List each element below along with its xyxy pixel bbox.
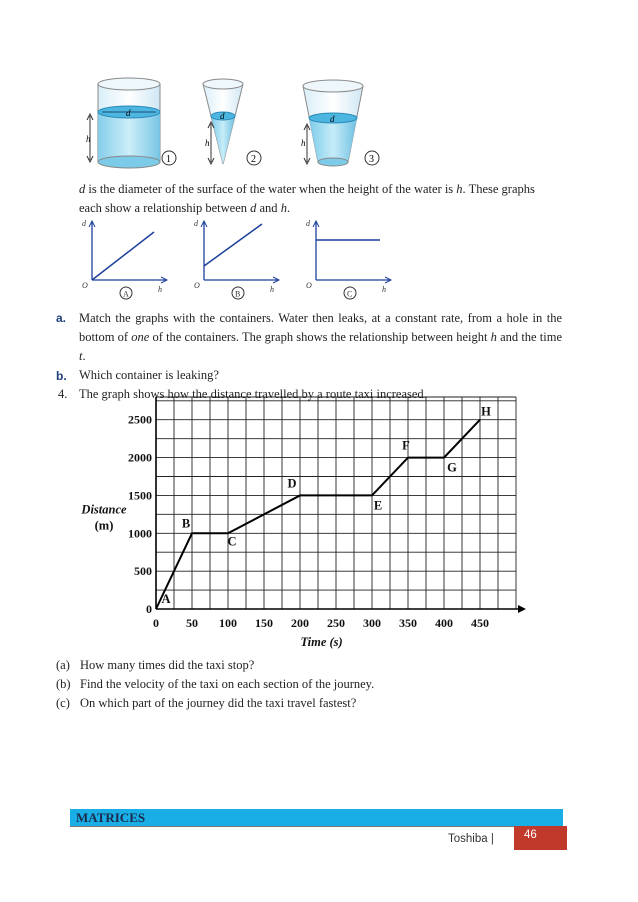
small-graph-B (194, 219, 279, 299)
distance-time-chart (70, 392, 530, 652)
intro-text: and (256, 201, 281, 215)
y-axis-label: d (306, 219, 310, 228)
y-tick-label: 2500 (128, 412, 152, 427)
point-label-F: F (402, 438, 410, 453)
x-tick-label: 200 (291, 616, 309, 630)
sub-question-b (56, 675, 374, 694)
sub-question-label: (b) (56, 677, 71, 691)
footer-brand: Toshiba | (448, 833, 494, 845)
y-tick-label: 500 (134, 564, 152, 579)
banner-rule (70, 826, 563, 827)
point-label-C: C (227, 534, 237, 549)
y-axis-title: Distance (81, 502, 127, 517)
small-graph-C (306, 219, 391, 299)
container-2-d-label: d (220, 111, 225, 121)
x-axis-label: h (270, 285, 274, 294)
question-a-label: a. (56, 311, 67, 325)
sub-question-text: On which part of the journey did the taxi travel fastest? (80, 696, 357, 710)
point-label-H: H (481, 404, 491, 419)
x-axis-label: h (382, 285, 386, 294)
y-axis-label: d (194, 219, 198, 228)
question-a-var-t: t (79, 349, 83, 363)
x-tick-label: 150 (255, 616, 273, 630)
container-2-number: 2 (251, 154, 256, 165)
y-tick-label: 0 (146, 602, 152, 616)
container-2-h-label: h (205, 138, 210, 148)
y-axis-unit: (m) (94, 518, 114, 533)
sub-questions (56, 656, 374, 713)
question-4-text: The graph shows how the distance travelled by a route taxi increased. (79, 387, 427, 401)
point-label-A: A (161, 592, 171, 606)
container-3-number: 3 (369, 154, 374, 165)
section-banner-title: MATRICES (76, 810, 146, 825)
section-banner (70, 809, 563, 826)
graph-letter: B (235, 289, 241, 299)
x-axis-label: h (158, 285, 162, 294)
question-b-label: b. (56, 369, 67, 383)
sub-question-label: (a) (56, 658, 70, 672)
sub-question-text: Find the velocity of the taxi on each section of the journey. (80, 677, 375, 691)
x-tick-label: 450 (471, 616, 489, 630)
x-tick-label: 400 (435, 616, 453, 630)
chart-grid (156, 397, 516, 609)
footer-page-number (514, 826, 567, 850)
containers-illustration (80, 72, 400, 172)
y-tick-label: 1000 (128, 526, 152, 541)
intro-line-1 (79, 180, 535, 199)
container-1-number: 1 (166, 154, 171, 165)
intro-text: each show a relationship between (79, 201, 251, 215)
x-axis-arrow (518, 605, 526, 613)
question-a-text (79, 309, 562, 366)
y-tick-label: 2000 (128, 450, 152, 465)
intro-text-end: . These graphs (462, 182, 535, 196)
question-4-label: 4. (58, 387, 68, 401)
question-a-emph: one (131, 330, 150, 344)
graph-letter: C (347, 289, 353, 299)
sub-question-a (56, 656, 374, 675)
question-a-part: of the containers. The graph shows the relationship between height (149, 330, 491, 344)
point-label-B: B (181, 516, 191, 531)
small-graphs (80, 218, 400, 302)
container-3-frustum (301, 80, 379, 166)
relationship-line (204, 224, 262, 266)
origin-label: O (306, 281, 312, 290)
intro-var-h: h (456, 182, 463, 196)
x-tick-label: 50 (186, 616, 198, 630)
question-a-part: Match the graphs with the containers. Water then leaks, at a constant rate, from a hole in the bottom of (79, 311, 562, 344)
point-label-E: E (373, 498, 383, 513)
intro-var-d: d (79, 182, 86, 196)
x-tick-label: 350 (399, 616, 417, 630)
x-tick-label: 250 (327, 616, 345, 630)
sub-question-c (56, 694, 374, 713)
x-axis-title: Time (s) (300, 635, 343, 649)
intro-text-end: . (286, 201, 291, 215)
origin-label: O (82, 281, 88, 290)
intro-text: is the diameter of the surface of the water when the height of the water is (85, 182, 457, 196)
relationship-line (92, 232, 154, 280)
page-number: 46 (524, 829, 537, 841)
x-tick-label: 100 (219, 616, 237, 630)
intro-var-h: h (280, 201, 287, 215)
point-label-D: D (287, 476, 297, 491)
small-graph-A (82, 219, 167, 299)
intro-var-d: d (250, 201, 257, 215)
container-1-h-label: h (86, 134, 91, 144)
question-a-var-h: h (490, 330, 497, 344)
y-tick-label: 1500 (128, 488, 152, 503)
intro-line-2 (79, 199, 290, 218)
x-tick-label: 300 (363, 616, 381, 630)
container-1-cylinder (86, 78, 176, 168)
point-label-G: G (447, 460, 457, 475)
sub-question-label: (c) (56, 696, 70, 710)
container-1-d-label: d (126, 108, 131, 118)
question-a-part: . (82, 349, 86, 363)
container-3-d-label: d (330, 114, 335, 124)
question-b-text: Which container is leaking? (79, 368, 219, 382)
container-3-h-label: h (301, 138, 306, 148)
origin-label: O (194, 281, 200, 290)
question-a-part: and the time (496, 330, 562, 344)
x-tick-label: 0 (153, 616, 159, 630)
graph-letter: A (123, 289, 129, 299)
y-axis-label: d (82, 219, 86, 228)
container-2-cone (203, 79, 261, 165)
sub-question-text: How many times did the taxi stop? (80, 658, 255, 672)
